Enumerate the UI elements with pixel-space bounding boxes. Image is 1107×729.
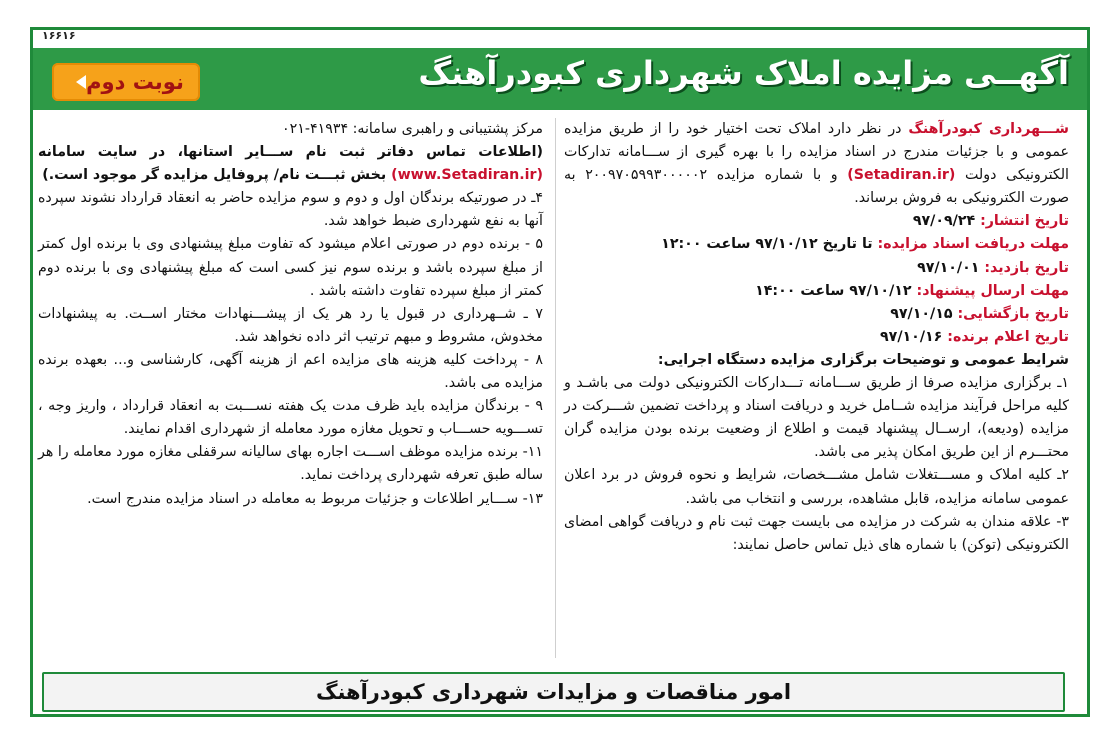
date-label: تاریخ اعلام برنده: (942, 328, 1069, 345)
date-value: ۹۷/۰۹/۲۴ (912, 213, 976, 230)
ad-code: ۱۶۶۱۶ (42, 29, 76, 42)
date-row (564, 257, 1069, 280)
condition-item-5: ۵ - برنده دوم در صورتی اعلام میشود که تفاوت مبلغ پیشنهادی وی با برنده اول کمتر از مبلغ سپرده باشد و برنده سوم نیز کسی است که مبلغ پیشنهادی وی با برنده دوم کمتر از مبلغ سپرده تفاوت داشته باشد . (38, 236, 543, 299)
left-column (38, 118, 543, 511)
date-value: ۹۷/۱۰/۱۲ ساعت ۱۴:۰۰ (755, 282, 912, 299)
round-badge (52, 63, 200, 101)
date-value: تا تاریخ ۹۷/۱۰/۱۲ ساعت ۱۲:۰۰ (661, 236, 873, 253)
condition-item-2: ۲ـ کلیه املاک و مســـتغلات شامل مشـــخصات، شرایط و نحوه فروش در برد اعلان عمومی سامانه مزایده، قابل مشاهده، بررسی و انتخاب می باشد. (564, 467, 1069, 507)
date-row (564, 303, 1069, 326)
condition-item-13: ۱۳- ســـایر اطلاعات و جزئیات مربوط به معامله در اسناد مزایده مندرج است. (87, 490, 543, 507)
date-row (564, 233, 1069, 256)
date-label: تاریخ بازگشایی: (952, 305, 1069, 322)
arrow-icon (76, 75, 86, 89)
date-label: تاریخ بازدید: (979, 259, 1069, 276)
condition-item-4: ۴ـ در صورتیکه برندگان اول و دوم و سوم مزایده حاضر به انعقاد قرارداد نشوند سپرده آنها به نفع شهرداری ضبط خواهد شد. (38, 190, 543, 230)
ad-body (38, 118, 1069, 666)
condition-item-9: ۹ - برندگان مزایده باید ظرف مدت یک هفته نســـبت به انعقاد قرارداد ، واریز وجه ، تســـویه حســـاب و تحویل مغازه مورد معامله از شهرداری اقدام نمایند. (38, 398, 543, 438)
intro-paragraph (564, 118, 1069, 210)
condition-item-3: ۳- علاقه مندان به شرکت در مزایده می بایست جهت ثبت نام و دریافت گواهی امضای الکترونیکی (توکن) با شماره های ذیل تماس حاصل نمایند: (564, 513, 1069, 553)
contact-text-2: بخش ثبـــت نام/ پروفایل مزایده گر موجود است.) (42, 167, 392, 184)
date-value: ۹۷/۱۰/۰۱ (917, 259, 980, 276)
footer-banner (42, 672, 1065, 712)
date-label: تاریخ انتشار: (975, 213, 1069, 230)
right-column (564, 118, 1069, 557)
condition-item-1: ۱ـ برگزاری مزایده صرفا از طریق ســـامانه تـــدارکات الکترونیکی دولت می باشـد و کلیه مراحل فرآیند مزایده شــامل خرید و دریافت اسناد و پرداخت تضمین شـــرکت در مزایده (ودیعه)، ارســال پیشنهاد قیمت و اطلاع از وضعیت برنده بودن مزایده گران محتـــرم از این طریق امکان پذیر می باشد. (564, 375, 1069, 461)
conditions-heading: شرایط عمومی و توضیحات برگزاری مزایده دستگاه اجرایی: (657, 351, 1069, 368)
intro-site: (Setadiran.ir) (847, 167, 956, 184)
support-line: مرکز پشتیبانی و راهبری سامانه: ۴۱۹۳۴-۰۲۱ (281, 121, 543, 137)
intro-text-1: در نظر دارد املاک تحت اختیار خود را از طریق مزایده عمومی و با جزئیات مندرج در اسناد مزایده را با بهره گیری از ســـامانه تدارکات الکترونیکی دولت (564, 121, 1069, 184)
date-row (564, 326, 1069, 349)
page-title: آگهــی مزایده املاک شهرداری کبودرآهنگ (418, 54, 1069, 92)
date-label: مهلت دریافت اسناد مزایده: (872, 236, 1069, 253)
contact-site: (www.Setadiran.ir) (391, 167, 543, 184)
footer-text: امور مناقصات و مزایدات شهرداری کبودرآهنگ (315, 680, 792, 704)
org-name: شـــهرداری کبودرآهنگ (908, 121, 1069, 137)
date-row (564, 210, 1069, 233)
contact-info (38, 141, 543, 187)
condition-item-8: ۸ - پرداخت کلیه هزینه های مزایده اعم از هزینه آگهی، کارشناسی و... بعهده برنده مزایده می باشد. (38, 351, 543, 392)
date-label: مهلت ارسال پیشنهاد: (911, 282, 1069, 299)
contact-text-1: (اطلاعات تماس دفاتر ثبت نام ســـایر استانها، در سایت سامانه (38, 144, 543, 161)
date-value: ۹۷/۱۰/۱۶ (880, 328, 943, 345)
date-row (564, 280, 1069, 303)
condition-item-11: ۱۱- برنده مزایده موظف اســـت اجاره بهای سالیانه سرقفلی مغازه مورد معامله را هر ساله طبق تعرفه شهرداری پرداخت نماید. (38, 444, 543, 484)
round-badge-label: نوبت دوم (86, 70, 184, 94)
date-value: ۹۷/۱۰/۱۵ (890, 305, 953, 322)
condition-item-7: ۷ ـ شــهرداری در قبول یا رد هر یک از پیشـــنهادات مختار اســت. به پیشنهادات مخدوش، مشروط و مبهم ترتیب اثر داده نخواهد شد. (38, 305, 543, 345)
intro-text-2: و با شماره مزایده ۲۰۰۹۷۰۵۹۹۳۰۰۰۰۰۲ به صورت الکترونیکی به فروش برساند. (564, 167, 1069, 207)
